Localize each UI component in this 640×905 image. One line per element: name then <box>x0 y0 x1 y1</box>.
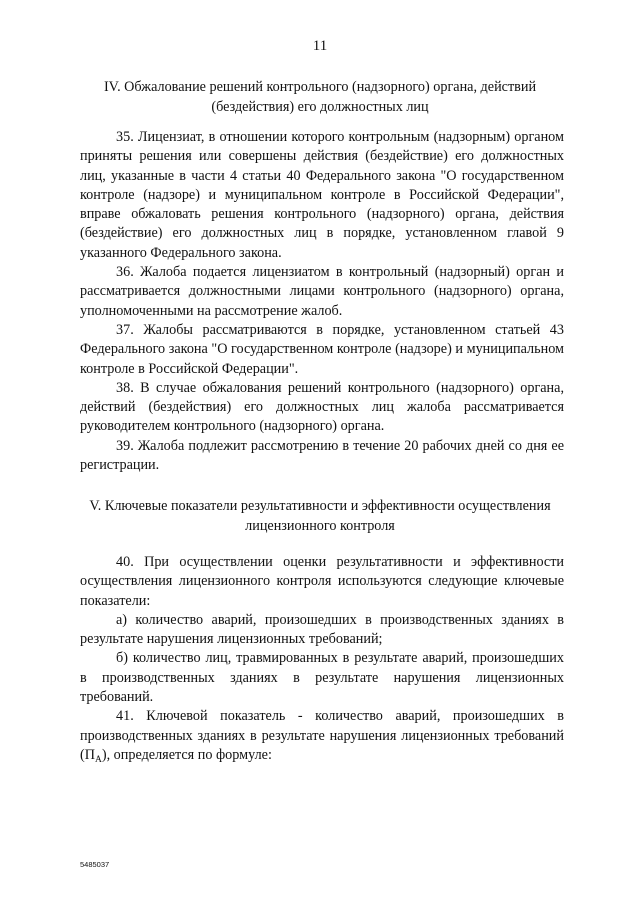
paragraph-35: 35. Лицензиат, в отношении которого контрольным (надзорным) органом приняты решения или совершены действия (бездействие) его должностных лиц, указанные в части 4 статьи 40 Федерального закона "О государственном контроле (надзоре) и муниципальном контроле в Российской Федерации", вправе обжаловать решения контрольного (надзорного) органа, действия (бездействие) его должностных лиц в порядке, установленном главой 9 указанного Федерального закона. <box>80 129 564 261</box>
paragraph-37: 37. Жалобы рассматриваются в порядке, установленном статьей 43 Федерального закона "О государственном контроле (надзоре) и муниципальном контроле в Российской Федерации". <box>80 321 564 377</box>
paragraph-40-a: а) количество аварий, произошедших в производственных зданиях в результате нарушения лицензионных требований; <box>80 611 564 648</box>
paragraph-38: 38. В случае обжалования решений контрольного (надзорного) органа, действий (бездействия) его должностных лиц жалоба рассматривается руководителем контрольного (надзорного) органа. <box>80 379 564 435</box>
document-code: 5485037 <box>80 860 110 869</box>
formula-subscript: А <box>94 754 102 765</box>
section-5-heading: V. Ключевые показатели результативности и эффективности осуществления лицензионного контроля <box>89 498 551 534</box>
paragraph-40-b: б) количество лиц, травмированных в результате аварий, произошедших в производственных зданиях в результате нарушения лицензионных требований. <box>80 650 564 706</box>
section-4-body <box>80 128 564 475</box>
paragraph-41-text: 41. Ключевой показатель - количество аварий, произошедших в производственных зданиях в результате нарушения лицензионных требований (П <box>80 708 564 763</box>
paragraph-41 <box>80 707 564 770</box>
section-5-body <box>80 553 564 770</box>
paragraph-39: 39. Жалоба подлежит рассмотрению в течение 20 рабочих дней со дня ее регистрации. <box>80 437 564 474</box>
paragraph-41-ending: ), определяется по формуле: <box>101 746 272 763</box>
section-4-heading: IV. Обжалование решений контрольного (надзорного) органа, действий (бездействия) его должностных лиц <box>103 79 537 115</box>
paragraph-40: 40. При осуществлении оценки результативности и эффективности осуществления лицензионного контроля используются следующие ключевые показатели: <box>80 554 564 609</box>
paragraph-36: 36. Жалоба подается лицензиатом в контрольный (надзорный) орган и рассматривается должностными лицами контрольного (надзорного) органа, уполномоченными на рассмотрение жалоб. <box>80 264 564 319</box>
page-number: 11 <box>312 38 328 54</box>
